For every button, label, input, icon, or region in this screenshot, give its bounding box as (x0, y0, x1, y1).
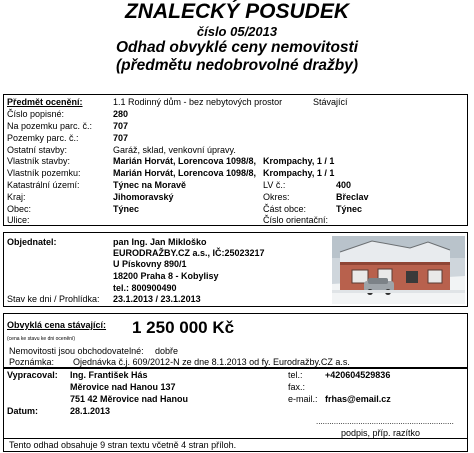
lv-value: 400 (336, 180, 352, 190)
note-label: Poznámka: (9, 357, 55, 367)
author-city: 751 42 Měrovice nad Hanou (70, 394, 189, 404)
row-value: 707 (113, 121, 129, 131)
lv-label: LV č.: (263, 180, 286, 190)
subject-value: 1.1 Rodinný dům - bez nebytových prostor (113, 97, 283, 107)
email-value: frhas@email.cz (325, 394, 391, 404)
row-label: Pozemky parc. č.: (7, 133, 79, 143)
author-label: Vypracoval: (7, 370, 58, 380)
footer-text: Tento odhad obsahuje 9 stran textu včetně 4 stran příloh. (9, 440, 237, 450)
valuation-label: Obvyklá cena stávající: (7, 320, 107, 330)
valuation-note: (cena ke stavu ke dni ocenění) (7, 336, 76, 342)
row-label: Vlastník stavby: (7, 156, 71, 166)
municipality-label: Obec: (7, 204, 32, 214)
row-value: Marián Horvát, Lorencova 1098/8, (113, 156, 257, 166)
row-value: Marián Horvát, Lorencova 1098/8, (113, 168, 257, 178)
inspection-date-value: 23.1.2013 / 23.1.2013 (113, 294, 201, 304)
date-label: Datum: (7, 406, 38, 416)
inspection-date-label: Stav ke dni / Prohlídka: (7, 294, 100, 304)
client-line: pan Ing. Jan Mikloško (113, 237, 207, 247)
valuation-price: 1 250 000 Kč (132, 318, 235, 337)
row-label: Na pozemku parc. č.: (7, 121, 93, 131)
email-label: e-mail.: (288, 394, 318, 404)
municipality-part-value: Týnec (336, 204, 363, 214)
fax-label: fax.: (288, 382, 306, 392)
client-line: U Pískovny 890/1 (113, 259, 187, 269)
row-value: Garáž, sklad, venkovní úpravy. (113, 145, 236, 155)
row-value: 707 (113, 133, 129, 143)
region-value: Jihomoravský (113, 192, 174, 202)
client-line: EURODRAŽBY.CZ a.s., IČ:25023217 (113, 248, 265, 258)
row-label: Ostatní stavby: (7, 145, 68, 155)
property-photo (332, 236, 465, 304)
report-subtitle-2: (předmětu nedobrovolné dražby) (116, 57, 358, 74)
street-label: Ulice: (7, 215, 30, 225)
cadastral-label: Katastrální území: (7, 180, 80, 190)
row-value-2: Krompachy, 1 / 1 (263, 168, 335, 178)
municipality-value: Týnec (113, 204, 140, 214)
client-line: tel.: 800900490 (113, 283, 177, 293)
row-label: Číslo popisné: (7, 109, 65, 119)
report-title: ZNALECKÝ POSUDEK (124, 0, 350, 23)
client-label: Objednatel: (7, 237, 57, 247)
subject-state: Stávající (313, 97, 348, 107)
region-label: Kraj: (7, 192, 26, 202)
district-value: Břeclav (336, 192, 369, 202)
note-value: Ojednávka č.j. 609/2012-N ze dne 8.1.2013 od fy. Eurodražby.CZ a.s. (73, 357, 350, 367)
municipality-part-label: Část obce: (263, 204, 307, 214)
saleable-value: dobře (155, 346, 179, 356)
district-label: Okres: (263, 192, 290, 202)
row-label: Vlastník pozemku: (7, 168, 81, 178)
cadastral-value: Týnec na Moravě (113, 180, 187, 190)
report-subtitle: Odhad obvyklé ceny nemovitosti (115, 39, 359, 56)
saleable-label: Nemovitosti jsou obchodovatelné: (9, 346, 144, 356)
signature-line: .............................................................. (316, 417, 454, 426)
row-value: 280 (113, 109, 129, 119)
author-name: Ing. František Hás (70, 370, 148, 380)
orientation-number-label: Číslo orientační: (263, 215, 329, 225)
client-line: 18200 Praha 8 - Kobylisy (113, 271, 219, 281)
row-value-2: Krompachy, 1 / 1 (263, 156, 335, 166)
phone-value: +420604529836 (325, 370, 391, 380)
subject-label: Předmět ocenění: (7, 97, 83, 107)
signature-label: podpis, příp. razítko (341, 428, 421, 438)
author-street: Měrovice nad Hanou 137 (70, 382, 176, 392)
date-value: 28.1.2013 (70, 406, 111, 416)
report-number: číslo 05/2013 (196, 24, 278, 39)
phone-label: tel.: (288, 370, 303, 380)
